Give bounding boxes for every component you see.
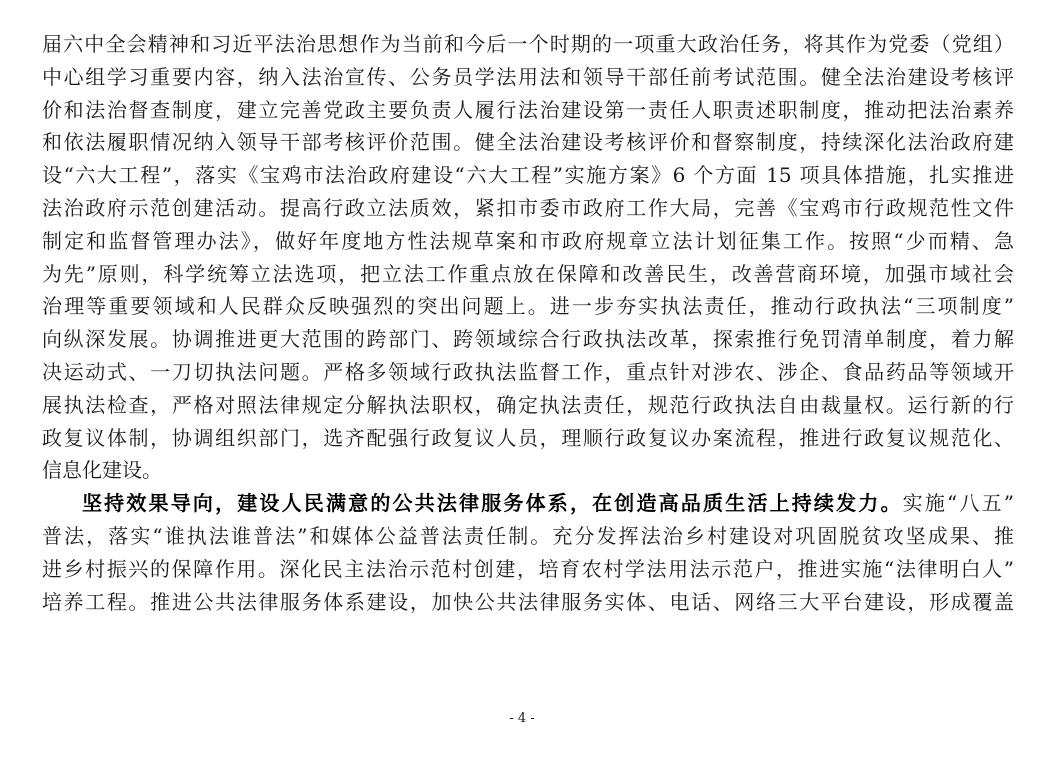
paragraph-first-line xyxy=(42,487,1014,520)
paragraph-line: 为先”原则，科学统筹立法选项，把立法工作重点放在保障和改善民生，改善营商环境，加强市域社会 xyxy=(42,261,1014,286)
paragraph-line: 培养工程。推进公共法律服务体系建设，加快公共法律服务实体、电话、网络三大平台建设，形成覆盖 xyxy=(42,589,1014,614)
paragraph-heading: 坚持效果导向，建设人民满意的公共法律服务体系，在创造高品质生活上持续发力。 xyxy=(82,491,903,516)
paragraph-line: 和依法履职情况纳入领导干部考核评价范围。健全法治建设考核评价和督察制度，持续深化法治政府建 xyxy=(42,130,1014,155)
paragraph-line: 届六中全会精神和习近平法治思想作为当前和今后一个时期的一项重大政治任务，将其作为党委（党组） xyxy=(42,32,1014,56)
document-body xyxy=(42,28,1014,618)
paragraph-line: 中心组学习重要内容，纳入法治宣传、公务员学法用法和领导干部任前考试范围。健全法治建设考核评 xyxy=(42,64,1014,89)
paragraph-legal-services xyxy=(42,487,1014,618)
paragraph-line: 展执法检查，严格对照法律规定分解执法职权，确定执法责任，规范行政执法自由裁量权。运行新的行 xyxy=(42,392,1014,417)
paragraph-line: 普法，落实“谁执法谁普法”和媒体公益普法责任制。充分发挥法治乡村建设对巩固脱贫攻坚成果、推 xyxy=(42,523,1014,548)
paragraph-line: 制定和监督管理办法》，做好年度地方性法规草案和市政府规章立法计划征集工作。按照“少而精、急 xyxy=(42,228,1014,253)
paragraph-last-line: 信息化建设。 xyxy=(42,458,162,483)
page-number: - 4 - xyxy=(509,711,535,726)
paragraph-line: 法治政府示范创建活动。提高行政立法质效，紧扣市委市政府工作大局，完善《宝鸡市行政规范性文件 xyxy=(42,195,1014,220)
paragraph-line: 决运动式、一刀切执法问题。严格多领域行政执法监督工作，重点针对涉农、涉企、食品药品等领域开 xyxy=(42,359,1014,384)
paragraph-line: 政复议体制，协调组织部门，选齐配强行政复议人员，理顺行政复议办案流程，推进行政复议规范化、 xyxy=(42,425,1014,450)
paragraph-line: 向纵深发展。协调推进更大范围的跨部门、跨领域综合行政执法改革，探索推行免罚清单制度，着力解 xyxy=(42,327,1014,352)
paragraph-line: 价和法治督查制度，建立完善党政主要负责人履行法治建设第一责任人职责述职制度，推动把法治素养 xyxy=(42,97,1014,122)
paragraph-line: 治理等重要领域和人民群众反映强烈的突出问题上。进一步夯实执法责任，推动行政执法“三项制度” xyxy=(42,294,1014,319)
paragraph-heading-tail: 实施“八五” xyxy=(902,491,1014,516)
paragraph-rule-of-law xyxy=(42,28,1014,487)
paragraph-line: 进乡村振兴的保障作用。深化民主法治示范村创建，培育农村学法用法示范户，推进实施“法律明白人” xyxy=(42,556,1014,581)
paragraph-line: 设“六大工程”，落实《宝鸡市法治政府建设“六大工程”实施方案》6 个方面 15 项具体措施，扎实推进 xyxy=(42,163,1014,188)
